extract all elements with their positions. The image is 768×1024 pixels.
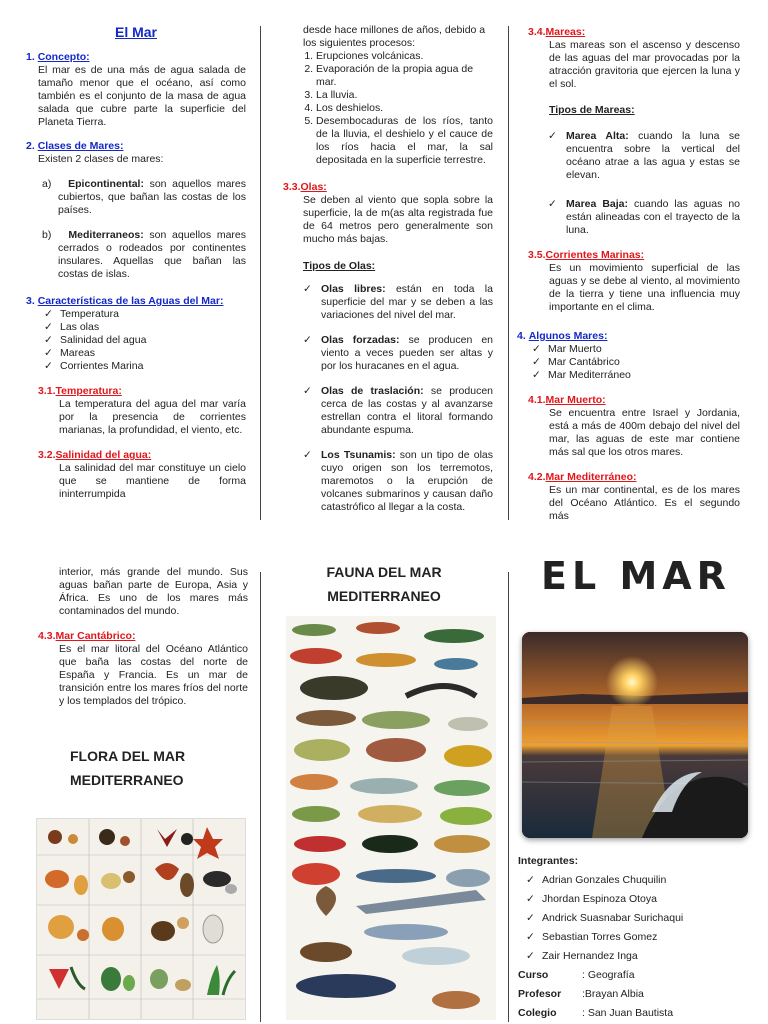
check-mark-icon: ✓ bbox=[303, 385, 312, 397]
check-mark-icon: ✓ bbox=[526, 931, 535, 943]
list-item: ✓ Mar Cantábrico bbox=[532, 356, 620, 368]
cover-title: EL MAR bbox=[541, 554, 731, 598]
column-divider bbox=[260, 572, 261, 1022]
list-item: ✓ Los Tsunamis: son un tipo de olas cuyo origen son los terremotos, maremotos o la erupción de volcanes submarinos y causan daño catastrófico al llegar a la costa. bbox=[303, 449, 493, 513]
integrantes-label: Integrantes: bbox=[518, 855, 579, 867]
profesor-row: Profesor :Brayan Albia bbox=[518, 988, 644, 1000]
list-item: ✓ Temperatura bbox=[44, 308, 119, 320]
paragraph: La salinidad del mar constituye un cielo que se mantiene de forma ininterrumpida bbox=[59, 462, 246, 500]
fauna-illustration bbox=[286, 616, 496, 1020]
check-mark-icon: ✓ bbox=[44, 360, 53, 372]
check-mark-icon: ✓ bbox=[548, 198, 557, 210]
section-heading: 3. Características de las Aguas del Mar: bbox=[26, 295, 224, 307]
seas-list bbox=[528, 343, 740, 382]
section-heading: 4.2.Mar Mediterráneo: bbox=[528, 471, 637, 483]
list-item: ✓ Zair Hernandez Inga bbox=[526, 947, 758, 966]
check-mark-icon: ✓ bbox=[44, 308, 53, 320]
paragraph: Existen 2 clases de mares: bbox=[38, 153, 164, 165]
section-heading: 3.3.Olas: bbox=[283, 181, 327, 193]
subsection-heading: Tipos de Olas: bbox=[303, 260, 376, 272]
list-item: a) Epicontinental: son aquellos mares cubiertos, que bañan las costas de los países. bbox=[42, 178, 246, 216]
paragraph: Se encuentra entre Israel y Jordania, está a más de 400m debajo del nivel del mar, las aguas de este mar contiene más sal que los otros mares. bbox=[549, 407, 740, 458]
curso-row: Curso : Geografía bbox=[518, 969, 635, 981]
list-item: ✓ Jhordan Espinoza Otoya bbox=[526, 890, 758, 909]
check-mark-icon: ✓ bbox=[303, 449, 312, 461]
list-item: ✓ Mareas bbox=[44, 347, 96, 359]
paragraph: La temperatura del agua del mar varía por la presencia de corrientes marianas, la profundidad, el viento, etc. bbox=[59, 398, 246, 436]
column-3 bbox=[517, 26, 741, 523]
list-item: b) Mediterraneos: son aquellos mares cerrados o rodeados por continentes insulares. Aquellas que bañan las costas de islas. bbox=[42, 229, 246, 280]
flora-illustration bbox=[36, 818, 246, 1020]
paragraph: desde hace millones de años, debido a los siguientes procesos: bbox=[303, 24, 486, 49]
list-item: ✓ Olas libres: están en toda la superficie del mar y se deben a las variaciones del nivel del mar. bbox=[303, 283, 493, 321]
section-heading: 4.1.Mar Muerto: bbox=[528, 394, 606, 406]
list-item: ✓ Andrick Suasnabar Surichaqui bbox=[526, 909, 758, 928]
flora-title: FLORA DEL MAR MEDITERRANEO bbox=[70, 748, 186, 788]
list-item: ✓ Marea Baja: cuando las aguas no están alineadas con el trayecto de la luna. bbox=[548, 198, 741, 236]
check-mark-icon: ✓ bbox=[526, 874, 535, 886]
characteristics-list bbox=[26, 308, 246, 373]
paragraph: Es un movimiento superficial de las aguas y se debe al viento, al movimiento de la tierra y tiene una influencia muy importante en el clima. bbox=[549, 262, 740, 313]
section-heading: 4. Algunos Mares: bbox=[517, 330, 608, 342]
list-item: 4. Los deshielos. bbox=[316, 102, 493, 115]
list-item: 5. Desembocaduras de los ríos, tanto de la lluvia, el deshielo y el cauce de los ríos hacia el mar, la sal depositada en la superficie terrestre. bbox=[316, 115, 493, 167]
subsection-heading: Tipos de Mareas: bbox=[549, 104, 635, 116]
check-mark-icon: ✓ bbox=[303, 283, 312, 295]
check-mark-icon: ✓ bbox=[303, 334, 312, 346]
list-item: ✓ Mar Muerto bbox=[532, 343, 602, 355]
check-mark-icon: ✓ bbox=[44, 334, 53, 346]
column-divider bbox=[508, 26, 509, 520]
check-mark-icon: ✓ bbox=[532, 356, 541, 368]
paragraph: Las mareas son el ascenso y descenso de las aguas del mar provocadas por la atracción gravitoria que ejercen la luna y el sol. bbox=[549, 39, 740, 90]
list-item: ✓ Las olas bbox=[44, 321, 100, 333]
section-heading: 2. Clases de Mares: bbox=[26, 140, 124, 152]
column-divider bbox=[260, 26, 261, 520]
check-mark-icon: ✓ bbox=[526, 893, 535, 905]
list-item: ✓ Olas forzadas: se producen en viento a veces pueden ser altas y por los huracanes en el agua. bbox=[303, 334, 494, 372]
section-heading: 1. Concepto: bbox=[26, 51, 90, 63]
sunset-sea-photo bbox=[522, 632, 748, 838]
list-item: ✓ Salinidad del agua bbox=[44, 334, 147, 346]
list-item: 2. Evaporación de la propia agua de mar. bbox=[316, 63, 493, 89]
list-item: 1. Erupciones volcánicas. bbox=[316, 50, 493, 63]
check-mark-icon: ✓ bbox=[548, 130, 557, 142]
fish-poster bbox=[286, 616, 496, 1020]
check-mark-icon: ✓ bbox=[532, 369, 541, 381]
paragraph: Es el mar litoral del Océano Atlántico que baña las costas del norte de España y Francia. Es un mar de transición entre los mares fríos del norte y los templados del trópico. bbox=[59, 643, 248, 707]
colegio-row: Colegio : San Juan Bautista bbox=[518, 1007, 674, 1019]
list-item: ✓ Olas de traslación: se producen cerca de las costas y al avanzarse estrellan contra el litoral formando abundante espuma. bbox=[303, 385, 493, 436]
check-mark-icon: ✓ bbox=[526, 950, 535, 962]
check-mark-icon: ✓ bbox=[526, 912, 535, 924]
list-item: ✓ Sebastian Torres Gomez bbox=[526, 928, 758, 947]
section-heading: 3.4.Mareas: bbox=[528, 26, 586, 38]
section-heading: 3.2.Salinidad del agua: bbox=[38, 449, 152, 461]
column-5 bbox=[268, 560, 500, 608]
paragraph: Se deben al viento que sopla sobre la superficie, la de m(as alta registrada fue de 64 metros pero generalmente son mucho más bajas. bbox=[303, 194, 493, 245]
section-heading: 3.5.Corrientes Marinas: bbox=[528, 249, 645, 261]
list-item: 3. La lluvia. bbox=[316, 89, 493, 102]
check-mark-icon: ✓ bbox=[44, 321, 53, 333]
section-heading: 3.1.Temperatura: bbox=[38, 385, 122, 397]
paragraph: El mar es de una más de agua salada de tamaño menor que el océano, así como también es el conjunto de la masa de agua salada que cubre parte la superficie del Planeta Tierra. bbox=[38, 64, 246, 128]
check-mark-icon: ✓ bbox=[532, 343, 541, 355]
list-item: ✓ Adrian Gonzales Chuquilin bbox=[526, 871, 758, 890]
integrantes-list bbox=[518, 871, 758, 966]
section-heading: 4.3.Mar Cantábrico: bbox=[38, 630, 136, 642]
paragraph: interior, más grande del mundo. Sus aguas bañan parte de Europa, Asia y África. Es uno de los mares más contaminados del mundo. bbox=[59, 566, 248, 617]
column-6 bbox=[516, 554, 756, 598]
tide-types-list bbox=[528, 130, 740, 237]
processes-list bbox=[283, 50, 493, 167]
page-title: El Mar bbox=[114, 24, 157, 40]
column-2 bbox=[283, 24, 493, 526]
list-item: ✓ Corrientes Marina bbox=[44, 360, 144, 372]
check-mark-icon: ✓ bbox=[44, 347, 53, 359]
wave-types-list bbox=[283, 283, 493, 514]
credits bbox=[518, 852, 758, 1023]
fauna-title-line-2: MEDITERRANEO bbox=[327, 588, 441, 604]
column-1 bbox=[26, 26, 246, 501]
list-item: ✓ Mar Mediterráneo bbox=[532, 369, 631, 381]
list-item: ✓ Marea Alta: cuando la luna se encuentra sobre la vertical del océano atrae a las agua y estas se elevan. bbox=[548, 130, 741, 181]
column-divider bbox=[508, 572, 509, 1022]
flora-chart-grid bbox=[37, 819, 245, 1019]
fauna-title: FAUNA DEL MAR bbox=[326, 564, 442, 580]
column-4 bbox=[26, 566, 248, 792]
paragraph: Es un mar continental, es de los mares del Océano Atlántico. Es el segundo más bbox=[549, 484, 740, 522]
